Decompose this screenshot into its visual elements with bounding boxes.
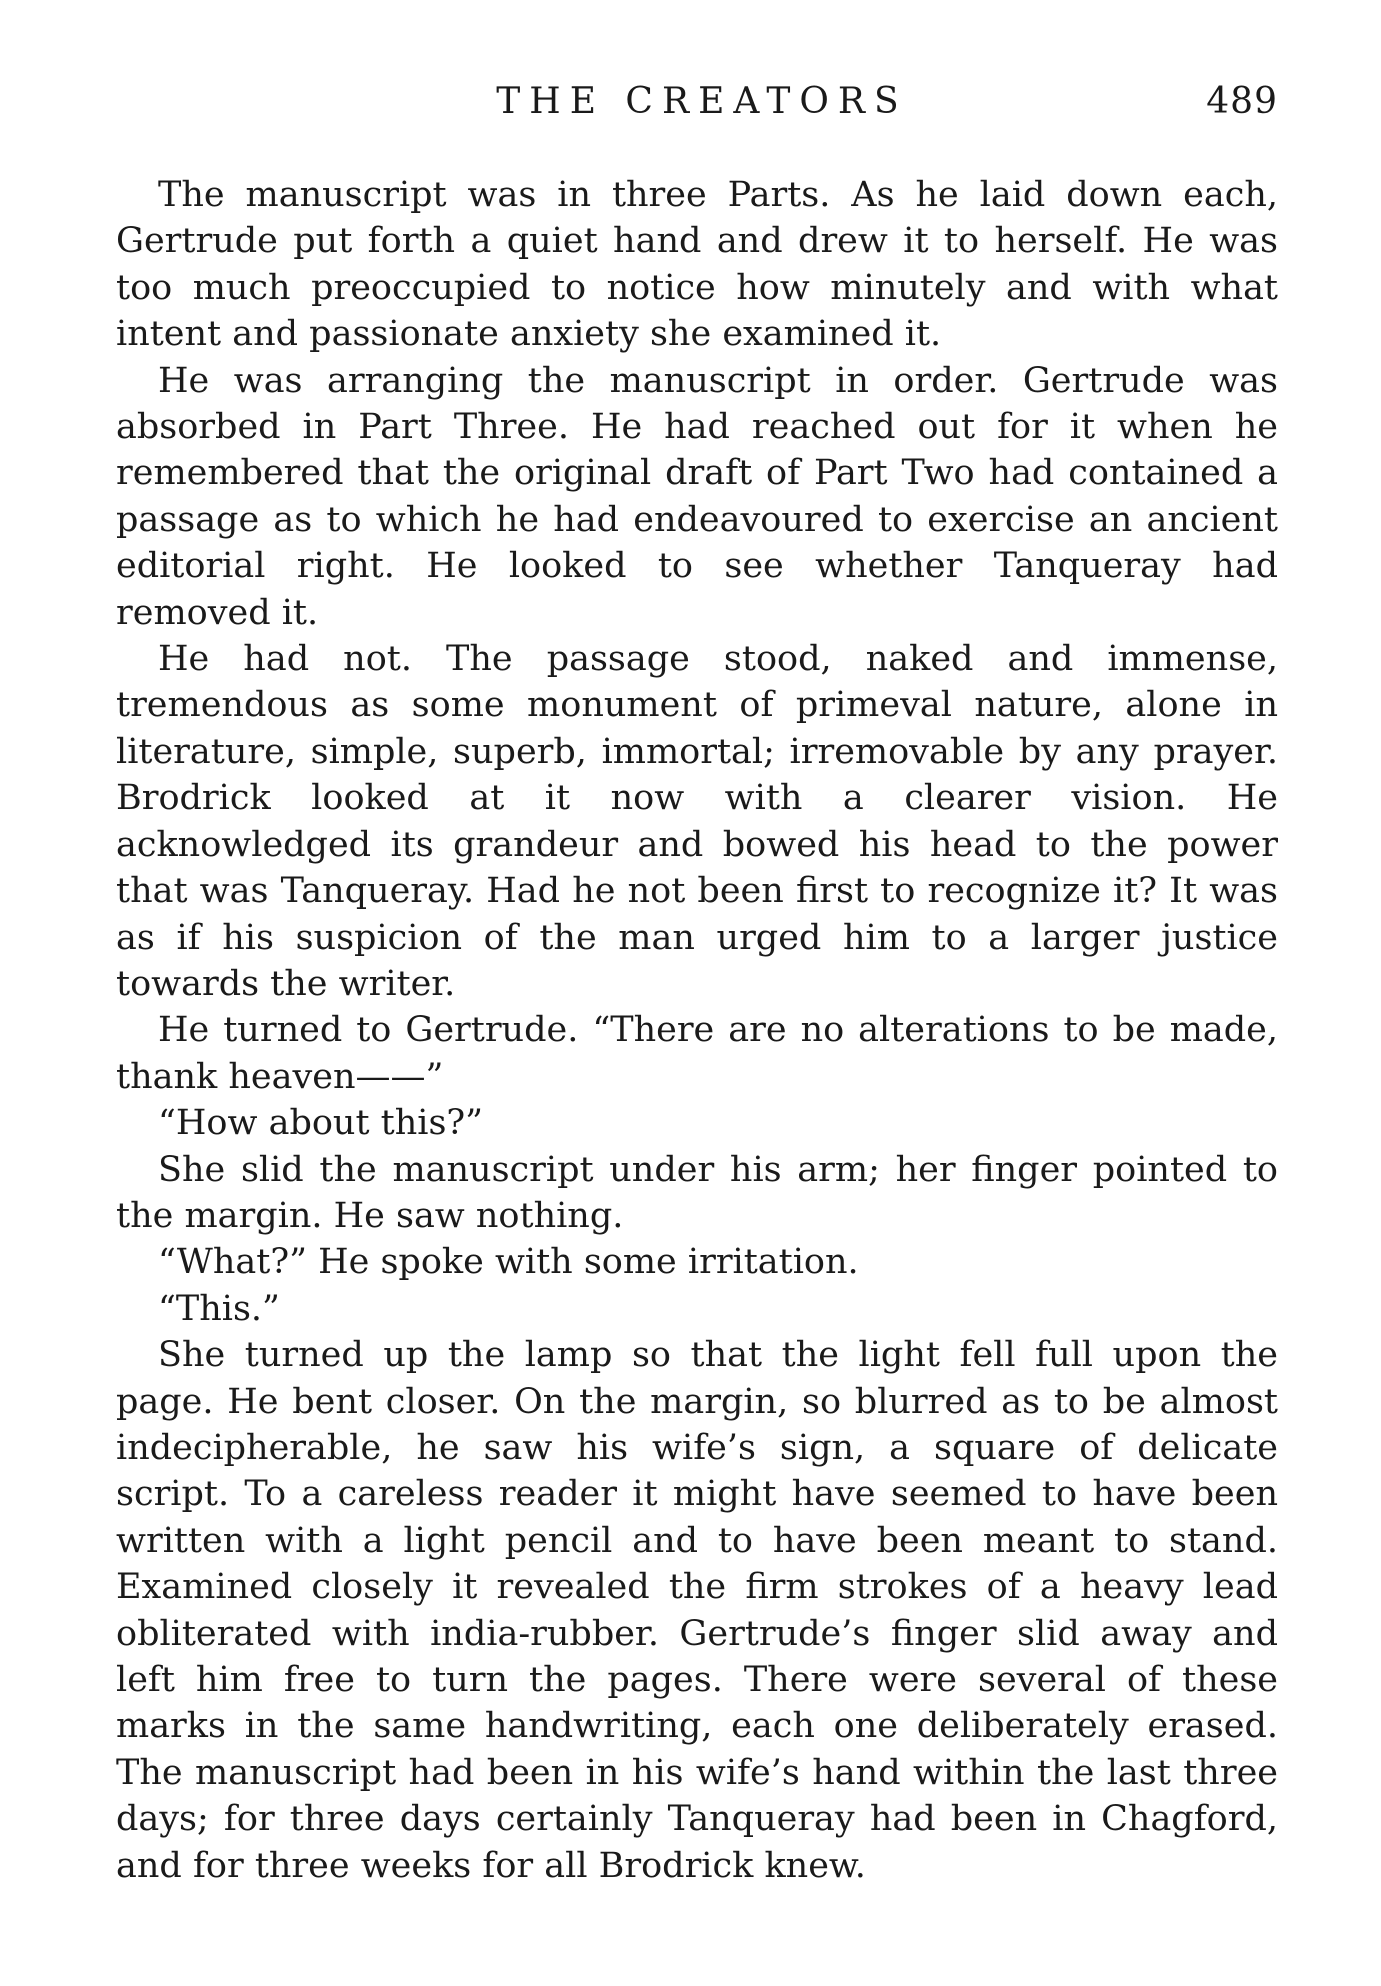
running-title: THE CREATORS (496, 81, 908, 122)
paragraph: She slid the manuscript under his arm; her finger pointed to the margin. He saw nothing. (116, 1149, 1278, 1236)
paragraph: “This.” (158, 1288, 280, 1329)
paragraph: “What?” He spoke with some irritation. (158, 1242, 859, 1283)
paragraph: He turned to Gertrude. “There are no alterations to be made, thank heaven——” (116, 1010, 1278, 1097)
running-head (116, 72, 1278, 132)
paragraph: He had not. The passage stood, naked and immense, tremendous as some monument of primeval nature, alone in literature, simple, superb, immortal; irremovable by any prayer. Brodrick looked at it now with a clearer vision. He acknowledged its grandeur and bowed his head to the power that was Tanqueray. Had he not been first to recognize it? It was as if his suspicion of the man urged him to a larger justice towards the writer. (116, 639, 1278, 1004)
paragraph: “How about this?” (158, 1103, 484, 1144)
paragraph: She turned up the lamp so that the light fell full upon the page. He bent closer. On the margin, so blurred as to be almost indecipherable, he saw his wife’s sign, a square of delicate script. To a careless reader it might have seemed to have been written with a light pencil and to have been meant to stand. Examined closely it revealed the firm strokes of a heavy lead obliterated with india-rubber. Gertrude’s finger slid away and left him free to turn the pages. There were several of these marks in the same handwriting, each one deliberately erased. The manuscript had been in his wife’s hand within the last three days; for three days certainly Tanqueray had been in Chagford, and for three weeks for all Brodrick knew. (116, 1335, 1278, 1886)
paragraph: The manuscript was in three Parts. As he laid down each, Gertrude put forth a quiet hand and drew it to herself. He was too much preoccupied to notice how minutely and with what intent and passionate anxiety she examined it. (116, 175, 1278, 355)
paragraph: He was arranging the manuscript in order. Gertrude was absorbed in Part Three. He had reached out for it when he remembered that the original draft of Part Two had contained a passage as to which he had endeavoured to exercise an ancient editorial right. He looked to see whether Tanqueray had removed it. (116, 360, 1278, 633)
page-number: 489 (1206, 81, 1278, 122)
book-page (116, 72, 1278, 1889)
body-text (116, 172, 1278, 1889)
